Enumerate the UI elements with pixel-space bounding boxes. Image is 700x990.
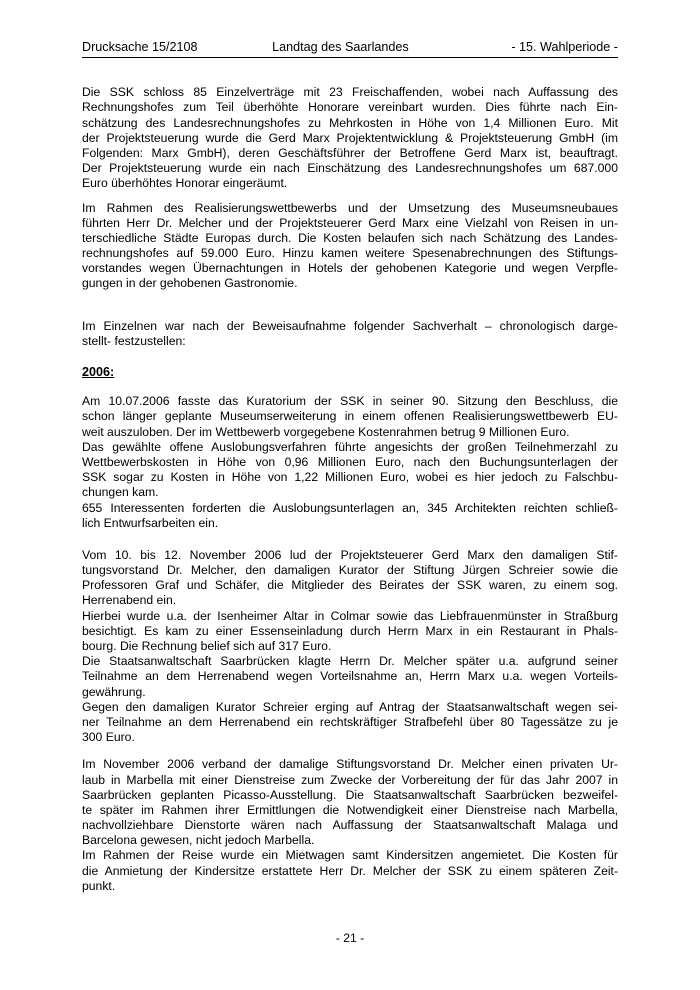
text-line: laub in Marbella mit einer Dienstreise zum Zwecke der Vorbereitung der für das Jahr 2007 in [82,772,618,787]
text-line: te später im Rahmen ihrer Ermittlungen die Notwendigkeit einer Dienstreise nach Marbella, [82,802,618,817]
text-line: Das gewählte offene Auslobungsverfahren führte angesichts der großen Teilnehmerzahl zu [82,439,618,454]
text-line: Gegen den damaligen Kurator Schreier erging auf Antrag der Staatsanwaltschaft wegen sei- [82,699,618,714]
text-line: SSK sogar zu Kosten in Höhe von 1,22 Millionen Euro, wobei es hier jedoch zu Falschbu- [82,470,618,485]
paragraph-marbella [82,757,618,848]
text-line: ner Teilnahme an dem Herrenabend ein rechtskräftiger Strafbefehl über 80 Tagessätze zu je [82,714,618,729]
text-line: besichtigt. Es kam zu einer Essenseinladung durch Herrn Marx in ein Restaurant in Phals- [82,623,618,638]
paragraph-reisen [82,201,618,292]
text-line: Professoren Graf und Schäfer, die Mitglieder des Beirates der SSK waren, zu einem sog. [82,578,618,593]
text-line: gewährung. [82,684,146,699]
text-line: Die Staatsanwaltschaft Saarbrücken klagte Herrn Dr. Melcher später u.a. aufgrund seiner [82,654,618,669]
paragraph-strafbefehl [82,700,618,746]
paragraph-besichtigung [82,609,618,655]
text-line: Barcelona gewesen, nicht jedoch Marbella. [82,833,315,848]
text-line: punkt. [82,878,116,893]
page-footer [0,931,700,946]
text-line: weit auszuloben. Der im Wettbewerb vorgegebene Kostenrahmen betrug 9 Millionen Euro. [82,424,570,439]
text-line: Der Projektsteuerung wurde ein nach Einschätzung des Landesrechnungshofes um 687.000 [82,161,618,176]
section-heading-2006 [82,365,618,380]
page-header [82,40,618,58]
document-body [82,85,618,894]
paragraph-mietwagen [82,848,618,894]
text-line: Saarbrücken geplanten Picasso-Ausstellung. Die Staatsanwaltschaft Saarbrücken bezweifel- [82,787,618,802]
text-line: schätzung des Landesrechnungshofes zu Mehrkosten in Höhe von 1,4 Millionen Euro. Mit [82,115,618,130]
text-line: chungen kam. [82,485,159,500]
text-line: Im Rahmen der Reise wurde ein Mietwagen samt Kindersitzen angemietet. Die Kosten für [82,848,618,863]
text-line: Am 10.07.2006 fasste das Kuratorium der SSK in seiner 90. Sitzung den Beschluss, die [82,394,618,409]
text-line: Herrenabend ein. [82,593,177,608]
text-line: Im Einzelnen war nach der Beweisaufnahme folgender Sachverhalt – chronologisch darge- [82,318,618,333]
text-line: Hierbei wurde u.a. der Isenheimer Altar in Colmar sowie das Liebfrauenmünster in Straßburg [82,608,618,623]
text-line: Im November 2006 verband der damalige Stiftungsvorstand Dr. Melcher einen privaten Ur- [82,757,618,772]
text-line: nachvollziehbare Dienstorte wären nach Auffassung der Staatsanwaltschaft Malaga und [82,818,618,833]
paragraph-interessenten [82,501,618,531]
text-line: der Projektsteuerung wurde die Gerd Marx Projektentwicklung & Projektsteuerung GmbH (im [82,130,618,145]
paragraph-kuratorium-beschluss [82,394,618,440]
text-line: 655 Interessenten forderten die Auslobungsunterlagen an, 345 Architekten reichten schließ- [82,500,618,515]
header-doc-title: Landtag des Saarlandes [272,40,409,54]
text-line: Rechnungshofes zum Teil überhöhte Honorare vereinbart wurden. Dies führte nach Ein- [82,100,618,115]
paragraph-herrenabend-einladung [82,548,618,609]
text-line: vorstandes wegen Übernachtungen in Hotels der gehobenen Kategorie und wegen Verpfle- [82,261,618,276]
text-line: terschiedliche Städte Europas durch. Die Kosten belaufen sich nach Schätzung des Landes- [82,230,618,245]
text-line: rechnungshofes auf 59.000 Euro. Hinzu kamen weitere Spesenabrechnungen des Stiftungs- [82,246,618,261]
text-line: bourg. Die Rechnung belief sich auf 317 Euro. [82,639,332,654]
text-line: Folgenden: Marx GmbH), deren Geschäftsführer der Betroffene Gerd Marx ist, beauftragt. [82,145,618,160]
paragraph-einleitung-sachverhalt [82,319,618,349]
text-line: Euro überhöhtes Honorar eingeräumt. [82,176,288,191]
text-line: Die SSK schloss 85 Einzelverträge mit 23 Freischaffenden, wobei nach Auffassung des [82,85,618,100]
text-line: Vom 10. bis 12. November 2006 lud der Projektsteuerer Gerd Marx den damaligen Stif- [82,547,618,562]
header-wahlperiode: - 15. Wahlperiode - [511,40,618,54]
text-line: tungsvorstand Dr. Melcher, den damaligen Kurator der Stiftung Jürgen Schreier sowie die [82,563,618,578]
text-line: lich Entwurfsarbeiten ein. [82,515,219,530]
text-line: stellt- festzustellen: [82,333,186,348]
paragraph-auslobungsverfahren [82,440,618,501]
text-line: die Anmietung der Kindersitze erstattete Herr Dr. Melcher der SSK zu einem späteren Zeit- [82,863,618,878]
text-line: schon länger geplante Museumserweiterung in einem offenen Realisierungswettbewerb EU- [82,409,618,424]
text-line: Teilnahme an dem Herrenabend wegen Vorteilsnahme an, Herrn Marx u.a. wegen Vorteils- [82,669,618,684]
text-line: Wettbewerbskosten in Höhe von 0,96 Millionen Euro, nach den Buchungsunterlagen der [82,454,618,469]
paragraph-ssk-vertraege [82,85,618,191]
text-line: führten Herr Dr. Melcher und der Projektsteuerer Gerd Marx eine Vielzahl von Reisen in un- [82,215,618,230]
text-line: 300 Euro. [82,730,135,745]
page-number: - 21 - [335,931,365,945]
text-line: Im Rahmen des Realisierungswettbewerbs und der Umsetzung des Museumsneubaues [82,200,618,215]
section-heading-label: 2006: [82,365,115,380]
text-line: gungen in der gehobenen Gastronomie. [82,276,298,291]
header-doc-number: Drucksache 15/2108 [82,40,198,54]
paragraph-anklage [82,654,618,700]
